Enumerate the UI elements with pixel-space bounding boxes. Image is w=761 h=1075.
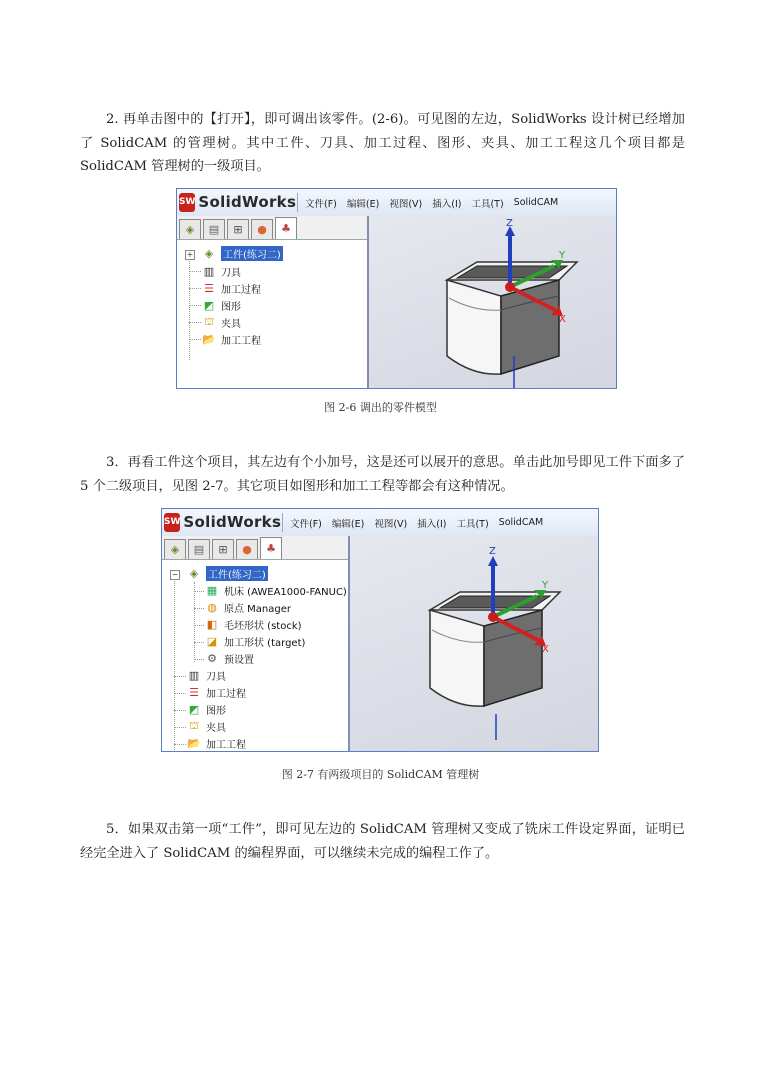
z-axis-label: Z — [489, 546, 496, 557]
tree-item-fixtures[interactable] — [201, 315, 241, 330]
tree-item-label: 机床 (AWEA1000-FANUC) — [224, 587, 347, 598]
tree-item-label: 加工过程 — [206, 689, 246, 700]
fixtures-icon: ⛫ — [203, 315, 215, 328]
logo-text: SolidWorks — [183, 513, 282, 531]
tab-feature-manager[interactable] — [179, 219, 201, 239]
tree-item-label: 工件(练习二) — [206, 566, 268, 581]
tab-display-manager[interactable] — [251, 219, 273, 239]
figure-2-7-caption: 图 2-7 有两级项目的 SolidCAM 管理树 — [281, 768, 480, 781]
tab-display-manager[interactable] — [236, 539, 258, 559]
operations-icon: ☰ — [189, 686, 199, 699]
tree-line — [194, 582, 195, 662]
tree-item-label: 刀具 — [206, 672, 226, 683]
tree-line — [189, 271, 201, 272]
tools-icon: ▥ — [188, 669, 200, 682]
tree-item-workpiece[interactable] — [186, 566, 268, 581]
menu-edit[interactable]: 编辑(E) — [346, 198, 380, 210]
tree-line — [174, 572, 175, 752]
tree-line — [174, 727, 186, 728]
tree-item-tools[interactable] — [186, 668, 226, 683]
tree-line — [174, 710, 186, 711]
manager-tree-panel — [177, 216, 369, 388]
menu-tools[interactable]: 工具(T) — [456, 518, 489, 530]
menu-view[interactable]: 视图(V) — [389, 198, 423, 210]
operations-icon: ☰ — [204, 282, 214, 295]
menu-view[interactable]: 视图(V) — [374, 518, 408, 530]
tree-tabs — [162, 536, 348, 560]
paragraph-double-click-workpiece — [80, 818, 685, 865]
tree-line — [174, 744, 186, 745]
paragraph-open-part — [80, 108, 685, 179]
tab-configuration-manager[interactable] — [227, 219, 249, 239]
menu-edit[interactable]: 编辑(E) — [331, 518, 365, 530]
solidcam-manager-icon: ♣ — [266, 542, 276, 555]
tree-item-label: 夹具 — [206, 723, 226, 734]
logo-badge: SW — [179, 193, 195, 212]
tab-solidcam-manager[interactable] — [260, 537, 282, 559]
paragraph-expand-workpiece — [80, 451, 685, 498]
tree-item-fixtures[interactable] — [186, 719, 226, 734]
property-manager-icon: ▤ — [193, 543, 205, 556]
figure-2-7-screenshot — [161, 508, 599, 752]
tree-item-process[interactable] — [201, 332, 261, 347]
menu-bar — [162, 509, 598, 537]
part-model-view — [369, 216, 617, 389]
configuration-icon: ⊞ — [233, 223, 243, 236]
tab-feature-manager[interactable] — [164, 539, 186, 559]
menu-file[interactable]: 文件(F) — [305, 198, 337, 210]
paragraph-text: 5．如果双击第一项“工件”，即可见左边的 SolidCAM 管理树又变成了铣床工件设定界面，证明已经完全进入了 SolidCAM 的编程界面，可以继续未完成的编程工作了。 — [80, 822, 685, 861]
tree-item-label: 加工形状 (target) — [224, 638, 306, 649]
tree-line — [189, 305, 201, 306]
paragraph-text: 2. 再单击图中的【打开】，即可调出该零件。(2-6)。可见图的左边，SolidWorks 设计树已经增加了 SolidCAM 的管理树。其中工件、刀具、加工过程、图形、夹具、加工工程这几个项目都是 SolidCAM 管理树的一级项目。 — [80, 112, 685, 174]
tree-line — [189, 288, 201, 289]
tree-line — [174, 676, 186, 677]
figure-2-6-caption: 图 2-6 调出的零件模型 — [324, 401, 437, 414]
workpiece-icon: ◈ — [189, 567, 199, 580]
tree-item-label: 刀具 — [221, 268, 241, 279]
menu-solidcam[interactable]: SolidCAM — [498, 517, 544, 528]
feature-manager-icon: ◈ — [170, 543, 180, 556]
tree-item-target[interactable] — [204, 634, 305, 649]
wrench-icon: ⚙ — [207, 652, 217, 665]
tab-property-manager[interactable] — [203, 219, 225, 239]
tree-line — [194, 625, 204, 626]
menu-separator — [297, 193, 298, 212]
tree-item-origin-manager[interactable] — [204, 600, 291, 615]
logo-badge: SW — [164, 513, 180, 532]
tree-item-stock[interactable] — [204, 617, 302, 632]
menu-insert[interactable]: 插入(I) — [417, 518, 447, 530]
tree-item-operations[interactable] — [201, 281, 261, 296]
graphics-viewport[interactable] — [369, 216, 616, 388]
tree-item-tools[interactable] — [201, 264, 241, 279]
menu-bar — [177, 189, 616, 217]
tree-item-presets[interactable] — [204, 651, 254, 666]
menu-items — [305, 189, 568, 216]
solidworks-logo — [179, 192, 297, 212]
figure-2-6-screenshot — [176, 188, 617, 389]
folder-icon: 📂 — [187, 737, 201, 750]
folder-icon: 📂 — [202, 333, 216, 346]
y-axis-label: Y — [559, 250, 566, 261]
solidcam-manager-icon: ♣ — [281, 222, 291, 235]
display-manager-icon: ● — [242, 543, 252, 556]
tab-configuration-manager[interactable] — [212, 539, 234, 559]
tree-line — [174, 693, 186, 694]
tree-item-geometry[interactable] — [186, 702, 226, 717]
tree-item-geometry[interactable] — [201, 298, 241, 313]
tree-line — [194, 642, 204, 643]
x-axis-label: X — [559, 314, 566, 325]
tree-tabs — [177, 216, 367, 240]
tree-item-machine[interactable] — [204, 583, 347, 598]
stock-icon: ◧ — [206, 618, 218, 631]
menu-items — [290, 509, 553, 536]
menu-separator — [282, 513, 283, 532]
tools-icon: ▥ — [203, 265, 215, 278]
manager-tree-panel — [162, 536, 350, 751]
expand-toggle[interactable]: + — [186, 250, 194, 259]
z-axis-label: Z — [506, 218, 513, 229]
menu-tools[interactable]: 工具(T) — [471, 198, 504, 210]
tree-item-label: 工件(练习二) — [221, 246, 283, 261]
collapse-toggle[interactable]: − — [171, 570, 179, 579]
target-icon: ◪ — [206, 635, 218, 648]
geometry-icon: ◩ — [203, 299, 215, 312]
y-axis-label: Y — [542, 580, 549, 591]
tree-item-label: 加工工程 — [221, 336, 261, 347]
menu-solidcam[interactable]: SolidCAM — [513, 197, 559, 208]
tree-line — [189, 339, 201, 340]
feature-manager-icon: ◈ — [185, 223, 195, 236]
tree-line — [194, 591, 204, 592]
part-model-view — [350, 536, 599, 752]
tree-line — [194, 608, 204, 609]
tree-line — [189, 252, 190, 360]
tree-item-label: 原点 Manager — [224, 604, 292, 615]
tree-item-label: 加工工程 — [206, 740, 246, 751]
solidworks-logo — [164, 512, 282, 532]
menu-insert[interactable]: 插入(I) — [432, 198, 462, 210]
logo-text: SolidWorks — [198, 193, 297, 211]
tree-line — [194, 659, 204, 660]
paragraph-text: 3．再看工件这个项目，其左边有个小加号，这是还可以展开的意思。单击此加号即见工件下面多了 5 个二级项目，见图 2-7。其它项目如图形和加工工程等都会有这种情况。 — [80, 455, 685, 494]
machine-icon: ▦ — [206, 584, 218, 597]
tree-item-label: 夹具 — [221, 319, 241, 330]
fixtures-icon: ⛫ — [188, 719, 200, 732]
tree-item-label: 预设置 — [224, 655, 254, 666]
graphics-viewport[interactable] — [350, 536, 598, 751]
tree-item-operations[interactable] — [186, 685, 246, 700]
x-axis-label: X — [542, 644, 549, 655]
tree-item-label: 图形 — [206, 706, 226, 717]
workpiece-icon: ◈ — [204, 247, 214, 260]
property-manager-icon: ▤ — [208, 223, 220, 236]
geometry-icon: ◩ — [188, 703, 200, 716]
tree-item-label: 图形 — [221, 302, 241, 313]
tree-item-label: 毛坯形状 (stock) — [224, 621, 302, 632]
tree-line — [189, 322, 201, 323]
tab-solidcam-manager[interactable] — [275, 217, 297, 239]
tree-item-workpiece[interactable] — [201, 246, 283, 261]
display-manager-icon: ● — [257, 223, 267, 236]
configuration-icon: ⊞ — [218, 543, 228, 556]
origin-icon: ◍ — [207, 601, 217, 614]
tree-item-process[interactable] — [186, 736, 246, 751]
tab-property-manager[interactable] — [188, 539, 210, 559]
menu-file[interactable]: 文件(F) — [290, 518, 322, 530]
tree-item-label: 加工过程 — [221, 285, 261, 296]
